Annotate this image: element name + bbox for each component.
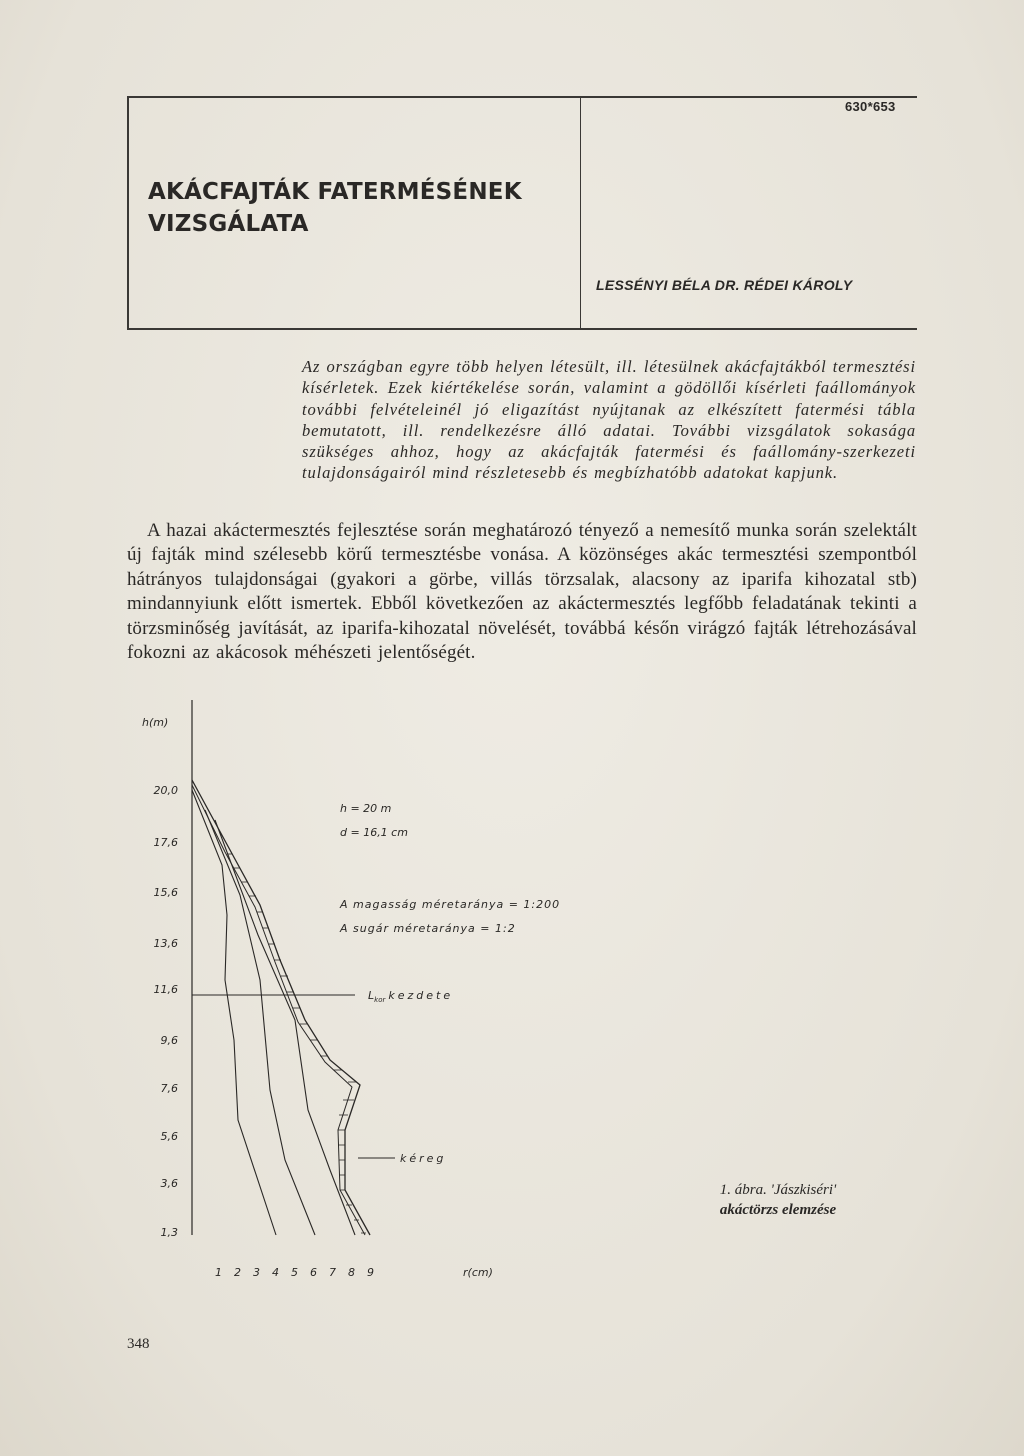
- x-tick-label: 9: [367, 1266, 374, 1279]
- x-tick-label: 6: [310, 1266, 317, 1279]
- x-tick-label: 7: [329, 1266, 336, 1279]
- caption-line-1: 1. ábra. 'Jászkiséri': [719, 1182, 837, 1198]
- article-title: [148, 176, 568, 240]
- y-tick-label: 13,6: [153, 937, 178, 950]
- stem-analysis-figure: [130, 690, 630, 1310]
- x-tick-label: 5: [291, 1266, 298, 1279]
- y-tick-label: 7,6: [160, 1082, 178, 1095]
- y-tick-label: 9,6: [160, 1034, 178, 1047]
- x-tick-label: 3: [253, 1266, 260, 1279]
- y-tick-label: 5,6: [160, 1130, 178, 1143]
- profile-line-3: [215, 820, 355, 1235]
- radius-scale-note: A sugár méretaránya = 1:2: [340, 922, 516, 935]
- x-axis-label: r(cm): [463, 1266, 493, 1279]
- stem-outer-profile: [192, 780, 370, 1235]
- height-scale-note: A magasság méretaránya = 1:200: [340, 898, 561, 911]
- header-divider: [580, 96, 581, 328]
- document-code: 630*653: [845, 99, 896, 114]
- bark-label: kéreg: [400, 1152, 447, 1165]
- caption-line-2: akáctörzs elemzése: [719, 1202, 837, 1218]
- page-number: 348: [127, 1336, 150, 1352]
- y-tick-label: 1,3: [160, 1226, 178, 1239]
- title-line-1: AKÁCFAJTÁK FATERMÉSÉNEK: [148, 179, 522, 205]
- x-tick-label: 4: [272, 1266, 279, 1279]
- diameter-note: d = 16,1 cm: [340, 826, 408, 839]
- x-tick-label: 8: [348, 1266, 355, 1279]
- x-tick-label: 1: [215, 1266, 222, 1279]
- y-tick-labels: [154, 784, 179, 1239]
- y-tick-label: 20,0: [153, 784, 178, 797]
- stem-inner-profile: [192, 785, 365, 1235]
- height-note: h = 20 m: [340, 802, 392, 815]
- y-tick-label: 11,6: [153, 983, 178, 996]
- y-tick-label: 15,6: [153, 886, 178, 899]
- header-left-rule: [127, 96, 129, 328]
- crown-start-label: $L_{kor}$ kezdete: [368, 989, 454, 1004]
- title-line-2: VIZSGÁLATA: [148, 211, 309, 237]
- x-tick-label: 2: [234, 1266, 241, 1279]
- x-tick-labels: [215, 1266, 374, 1279]
- authors: LESSÉNYI BÉLA DR. RÉDEI KÁROLY: [596, 277, 853, 293]
- y-axis-label: h(m): [142, 716, 169, 729]
- y-tick-label: 17,6: [153, 836, 178, 849]
- abstract: Az országban egyre több helyen létesült, ill. létesülnek akácfajtákból termesztési kísérletek. Ezek kiértékelése során, valamint a gödöllői kísérleti faállományok további felvételeinél jó eligazítást nyújtanak az elkészített fatermési tábla bemutatott, ill. rendelkezésre álló adatai. További vizsgálatok sokasága szükséges ahhoz, hogy az akácfajták fatermési és faállomány-szerkezeti tulajdonságairól mind részletesebb és megbízhatóbb adatokat kapjunk.: [302, 357, 916, 483]
- body-paragraph: A hazai akáctermesztés fejlesztése során meghatározó tényező a nemesítő munka során szelektált új fajták mind szélesebb körű termesztésbe vonása. A közönséges akác termesztési szempontból hátrányos tulajdonságai (gyakori a görbe, villás törzsalak, alacsony az iparifa kihozatal stb) mindannyiunk előtt ismertek. Ebből következően az akáctermesztés legfőbb feladatának tekinti a törzsminőség javítását, az iparifa-kihozatal növelését, továbbá későn virágzó fajták létrehozásával fokozni az akácosok méhészeti jelentőségét.: [127, 520, 917, 664]
- figure-caption: [668, 1180, 888, 1220]
- y-tick-label: 3,6: [160, 1177, 178, 1190]
